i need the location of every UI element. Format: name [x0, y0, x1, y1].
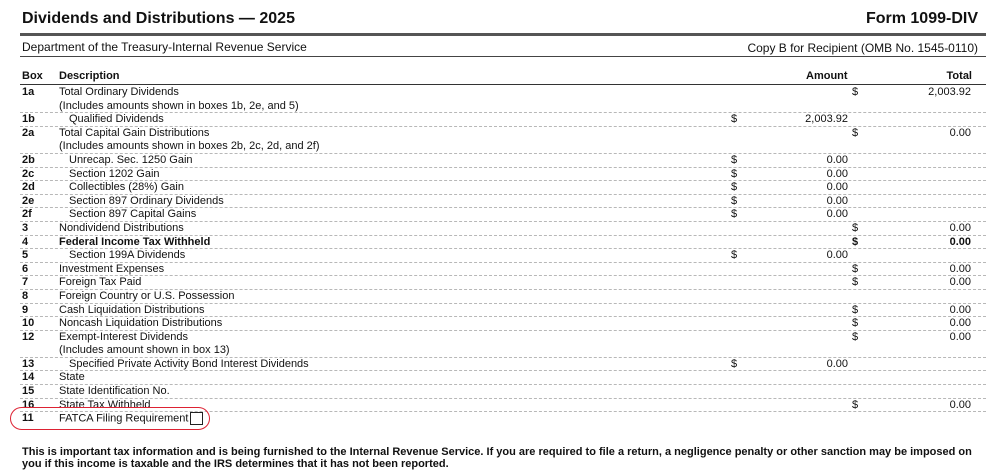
amount-value: 0.00 [826, 181, 848, 194]
amount-value: 0.00 [826, 194, 848, 207]
amount-value: 0.00 [826, 249, 848, 262]
tax-year: 2025 [259, 10, 295, 27]
table-row [20, 263, 986, 277]
table-row [20, 276, 986, 290]
row-description: State Tax Withheld [59, 398, 151, 411]
title-dash: — [238, 10, 255, 27]
table-row [20, 154, 986, 168]
box-number: 3 [22, 221, 29, 234]
row-description: Total Ordinary Dividends [59, 86, 179, 98]
box-number: 1b [22, 113, 35, 126]
box-number: 2c [22, 167, 35, 180]
amount-value: 0.00 [826, 153, 848, 166]
box-number: 16 [22, 398, 35, 411]
total-currency: $ [852, 262, 859, 275]
total-currency: $ [852, 86, 859, 98]
box-number: 2b [22, 153, 35, 166]
row-description: Foreign Country or U.S. Possession [59, 289, 235, 302]
total-currency: $ [852, 235, 859, 248]
column-header-description: Description [59, 70, 120, 82]
box-number: 2a [22, 126, 35, 139]
box-number: 11 [22, 412, 34, 425]
row-description: Section 897 Capital Gains [69, 208, 197, 221]
irs-notice: This is important tax information and is being furnished to the Internal Revenue Service. If you are required to file a return, a negligence penalty or other sanction may be imposed on you if this income is taxable and the IRS determines that it has not been reported. [22, 446, 972, 470]
form-title-text: Dividends and Distributions [22, 10, 235, 27]
row-description: Specified Private Activity Bond Interest Dividends [69, 357, 309, 370]
header-divider [20, 33, 986, 36]
subheader-divider [20, 56, 986, 57]
column-header-amount: Amount [806, 70, 848, 82]
box-number: 4 [22, 235, 29, 248]
row-description: (Includes amounts shown in boxes 1b, 2e, and 5) [59, 99, 299, 112]
table-row [20, 304, 986, 318]
table-row [20, 331, 986, 345]
box-number: 2d [22, 181, 35, 194]
box-number: 1a [22, 86, 35, 98]
total-value: 0.00 [949, 235, 971, 248]
form-title [22, 10, 295, 28]
row-description: Section 1202 Gain [69, 167, 160, 180]
box-number: 2e [22, 194, 35, 207]
fatca-label-text: FATCA Filing Requirement [59, 412, 189, 425]
fatca-highlight-outline [10, 407, 210, 430]
table-row [20, 86, 986, 100]
box-number: 5 [22, 249, 29, 262]
box-number: 2f [22, 208, 32, 221]
row-description: State Identification No. [59, 385, 170, 398]
table-row [20, 140, 986, 154]
box-number: 14 [22, 371, 35, 384]
total-value: 2,003.92 [928, 86, 971, 98]
dividend-table [20, 86, 986, 426]
copy-label: Copy B for Recipient (OMB No. 1545-0110) [747, 41, 978, 55]
total-value: 0.00 [949, 303, 971, 316]
table-row [20, 371, 986, 385]
table-row [20, 168, 986, 182]
column-header-divider [20, 84, 986, 85]
total-value: 0.00 [949, 126, 971, 139]
row-description: Foreign Tax Paid [59, 276, 142, 289]
total-currency: $ [852, 303, 859, 316]
total-value: 0.00 [949, 330, 971, 343]
box-number: 7 [22, 276, 29, 289]
table-row [20, 290, 986, 304]
total-value: 0.00 [949, 221, 971, 234]
column-header-total: Total [946, 70, 972, 82]
row-description: (Includes amount shown in box 13) [59, 344, 230, 357]
table-row [20, 127, 986, 141]
amount-currency: $ [731, 181, 738, 194]
row-description: Total Capital Gain Distributions [59, 126, 210, 139]
total-value: 0.00 [949, 276, 971, 289]
amount-value: 2,003.92 [805, 113, 848, 126]
total-currency: $ [852, 330, 859, 343]
amount-currency: $ [731, 357, 738, 370]
table-row [20, 236, 986, 250]
form-number: Form 1099-DIV [865, 10, 978, 27]
total-currency: $ [852, 126, 859, 139]
row-description: Investment Expenses [59, 262, 165, 275]
table-row [20, 358, 986, 372]
table-row [20, 344, 986, 358]
total-currency: $ [852, 398, 859, 411]
table-row [20, 113, 986, 127]
box-number: 12 [22, 330, 35, 343]
table-row [20, 195, 986, 209]
row-description: Unrecap. Sec. 1250 Gain [69, 153, 193, 166]
total-value: 0.00 [949, 262, 971, 275]
amount-currency: $ [731, 194, 738, 207]
box-number: 15 [22, 385, 35, 398]
row-description: Nondividend Distributions [59, 221, 184, 234]
total-value: 0.00 [949, 317, 971, 330]
box-number: 9 [22, 303, 29, 316]
box-number: 10 [22, 317, 35, 330]
table-row [20, 208, 986, 222]
box-number: 6 [22, 262, 29, 275]
row-description: Section 897 Ordinary Dividends [69, 194, 224, 207]
table-row [20, 181, 986, 195]
amount-currency: $ [731, 113, 738, 126]
total-value: 0.00 [949, 398, 971, 411]
total-currency: $ [852, 317, 859, 330]
table-row [20, 317, 986, 331]
amount-value: 0.00 [826, 167, 848, 180]
total-currency: $ [852, 276, 859, 289]
table-row [20, 222, 986, 236]
row-description: Exempt-Interest Dividends [59, 330, 188, 343]
row-description: Section 199A Dividends [69, 249, 186, 262]
box-number: 13 [22, 357, 35, 370]
row-description: Federal Income Tax Withheld [59, 235, 211, 248]
row-description: (Includes amounts shown in boxes 2b, 2c, 2d, and 2f) [59, 140, 320, 153]
amount-currency: $ [731, 167, 738, 180]
row-description: Qualified Dividends [69, 113, 164, 126]
amount-value: 0.00 [826, 357, 848, 370]
amount-currency: $ [731, 249, 738, 262]
column-header-box: Box [22, 70, 43, 82]
table-row [20, 385, 986, 399]
table-row [20, 100, 986, 114]
amount-currency: $ [731, 208, 738, 221]
department-label: Department of the Treasury-Internal Revenue Service [22, 40, 307, 54]
row-description: State [59, 371, 85, 384]
box-number: 8 [22, 289, 29, 302]
row-description: Collectibles (28%) Gain [69, 181, 184, 194]
amount-currency: $ [731, 153, 738, 166]
row-description: Cash Liquidation Distributions [59, 303, 205, 316]
total-currency: $ [852, 221, 859, 234]
row-description: Noncash Liquidation Distributions [59, 317, 223, 330]
table-row [20, 249, 986, 263]
amount-value: 0.00 [826, 208, 848, 221]
